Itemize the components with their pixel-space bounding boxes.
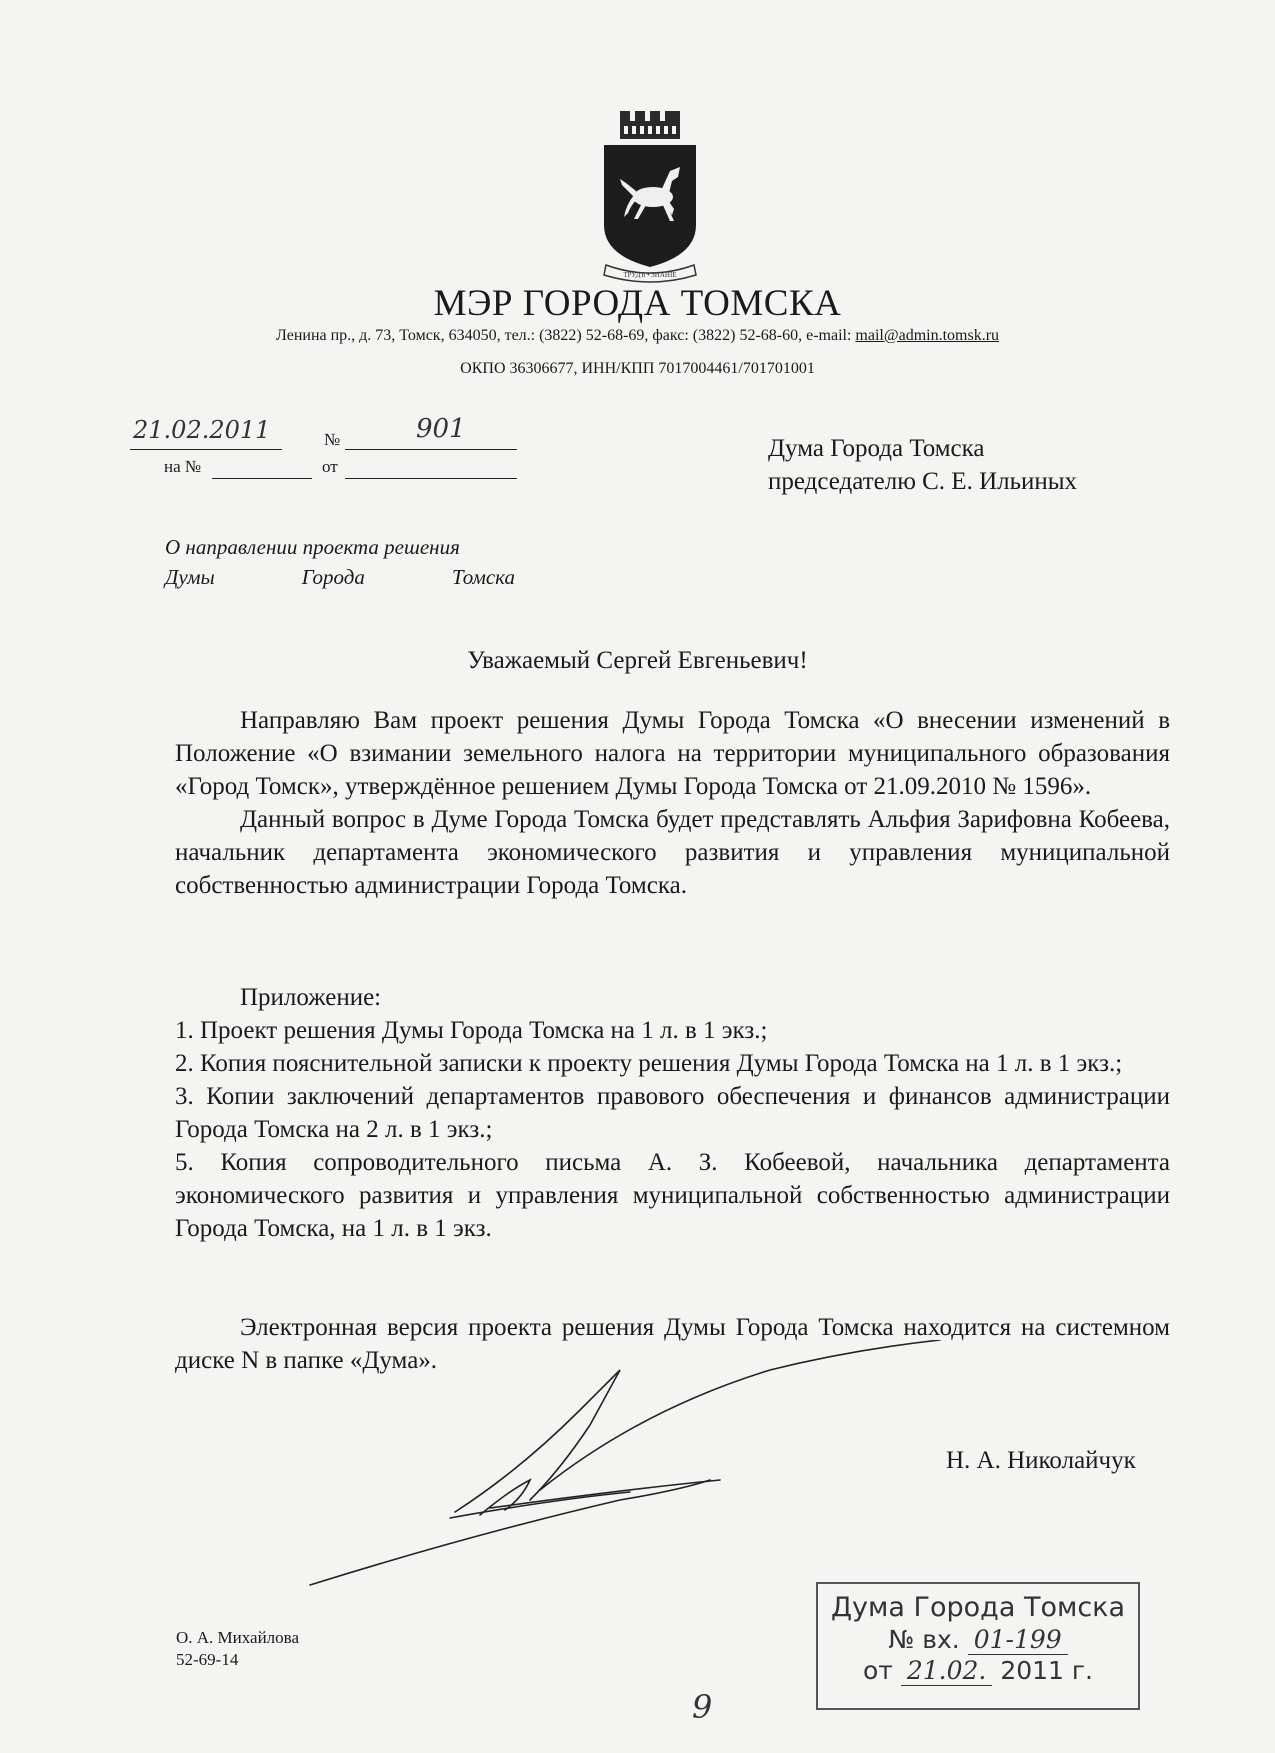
ref-number-label: на № xyxy=(164,457,202,476)
subject-block xyxy=(165,532,515,592)
outgoing-number: 901 xyxy=(416,414,466,444)
list-item: 1. Проект решения Думы Города Томска на 1 л. в 1 экз.; xyxy=(175,1017,768,1044)
electronic-version-note: Электронная версия проекта решения Думы Города Томска находится на системном диске N в папке «Дума». xyxy=(175,1314,1170,1374)
stamp-date-label: от xyxy=(863,1656,893,1685)
stamp-number-row xyxy=(818,1625,1138,1654)
list-item: 5. Копия сопроводительного письма А. З. Кобеевой, начальника департамента экономического развития и управления муниципальной собственностью администрации Города Томска, на 1 л. в 1 экз. xyxy=(175,1149,1170,1242)
ref-date-label: от xyxy=(322,457,338,476)
outgoing-date: 21.02.2011 xyxy=(133,416,271,444)
list-item: 3. Копии заключений департаментов правового обеспечения и финансов администрации Города Томска на 2 л. в 1 экз.; xyxy=(175,1083,1170,1143)
signatory-name: Н. А. Николайчук xyxy=(946,1447,1136,1474)
attachments-list xyxy=(175,981,1170,1245)
executor-block xyxy=(176,1627,299,1671)
email-link[interactable]: mail@admin.tomsk.ru xyxy=(855,327,1000,344)
subject-line-2 xyxy=(165,562,515,592)
tomsk-coat-of-arms xyxy=(590,105,710,285)
subject-line-1: О направлении проекта решения xyxy=(165,535,460,559)
sender-codes: ОКПО 36306677, ИНН/КПП 7017004461/701701001 xyxy=(460,360,815,377)
date-underline xyxy=(130,449,282,450)
handwritten-signature xyxy=(290,1340,950,1600)
number-label: № xyxy=(324,430,341,449)
executor-name: О. А. Михайлова xyxy=(176,1628,300,1647)
recipient-block xyxy=(768,432,1077,498)
ref-date-line xyxy=(345,478,517,479)
coat-motto: ТРУДЪ • ЗНАНІЕ xyxy=(623,271,677,279)
body-paragraph: Данный вопрос в Думе Города Томска будет представлять Альфия Зарифовна Кобеева, начальник департамента экономического развития и управления муниципальной собственностью администрации Города Томска. xyxy=(175,806,1170,899)
stamp-year-suffix: г. xyxy=(1071,1656,1093,1685)
ref-number-line xyxy=(212,478,312,479)
address-text: Ленина пр., д. 73, Томск, 634050, тел.: (3822) 52-68-69, факс: (3822) 52-68-60, e-mail: xyxy=(275,327,856,344)
subject-word: Думы xyxy=(165,565,215,589)
recipient-person: председателю С. Е. Ильиных xyxy=(768,468,1078,495)
stamp-date-value: 21.02. xyxy=(901,1656,993,1686)
stamp-date-row xyxy=(818,1656,1138,1685)
incoming-stamp xyxy=(816,1582,1140,1710)
stamp-number-label: № вх. xyxy=(888,1625,960,1654)
subject-word: Города xyxy=(301,565,365,589)
body-paragraph: Направляю Вам проект решения Думы Города Томска «О внесении изменений в Положение «О взимании земельного налога на территории муниципального образования «Город Томск», утверждённое решением Думы Города Томска от 21.09.2010 № 1596». xyxy=(175,707,1170,800)
executor-phone: 52-69-14 xyxy=(176,1650,239,1669)
page-title: МЭР ГОРОДА ТОМСКА xyxy=(433,283,842,324)
number-underline xyxy=(345,449,517,450)
list-item: 2. Копия пояснительной записки к проекту решения Думы Города Томска на 1 л. в 1 экз.; xyxy=(175,1050,1123,1077)
subject-word: Томска xyxy=(451,565,515,589)
stamp-year: 2011 xyxy=(1000,1656,1064,1685)
attachments-heading: Приложение: xyxy=(240,984,382,1011)
page-number: 9 xyxy=(692,1688,713,1726)
recipient-org: Дума Города Томска xyxy=(768,435,985,462)
letter-body xyxy=(175,704,1170,902)
stamp-org: Дума Города Томска xyxy=(830,1592,1126,1623)
greeting: Уважаемый Сергей Евгеньевич! xyxy=(467,647,808,674)
sender-address xyxy=(0,327,1275,345)
stamp-number-value: 01-199 xyxy=(968,1625,1068,1655)
crown-icon xyxy=(620,111,680,139)
